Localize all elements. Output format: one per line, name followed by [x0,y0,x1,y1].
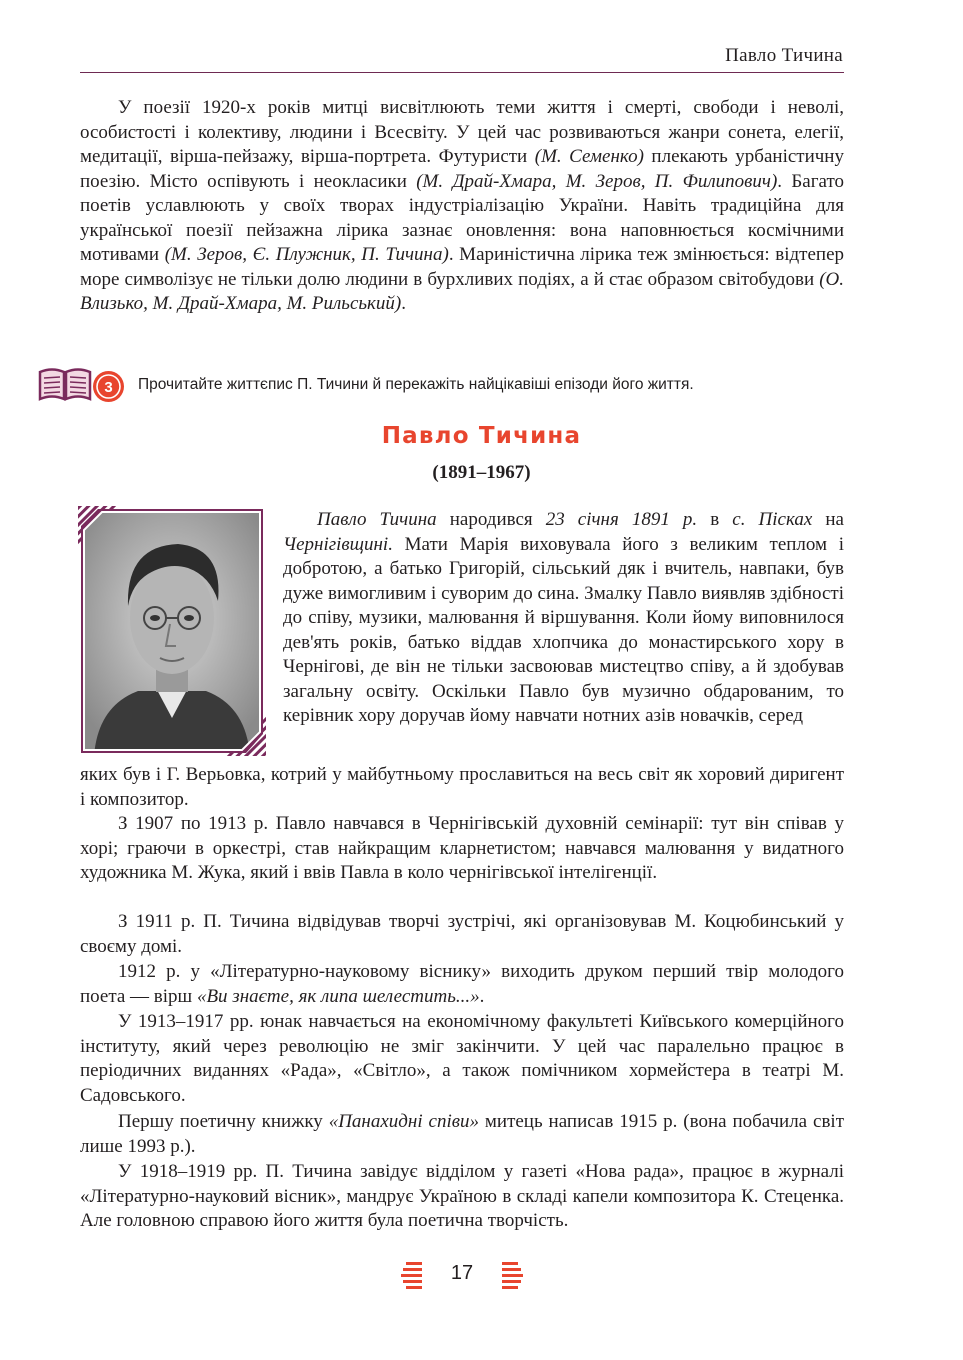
bio-paragraph-6 [80,1110,844,1159]
task-block [38,366,838,406]
intro-paragraph [80,96,844,317]
intro-text-1: У поезії 1920-х років митці висвітлюють теми життя і смерті, свободи і неволі, особистості і колективу, людини і Всесвіту. У цей час розвиваються жанри сонета, елегії, медитації, вірша-пейзажу, вірша-портрета. Футуристи [80,97,844,167]
intro-ref-4: (О. Влизько, М. Драй-Хмара, М. Рильський) [80,268,844,314]
intro-ref-2: (М. Драй-Хмара, М. Зеров, П. Филипович) [416,170,778,192]
intro-text-3: . Багато поетів уславлюють у своїх творах індустріалізацію України. Навіть традиційна для української поезії пейзажна лірика зазнає оновлення: вона наповнюється космічними мотивами [80,170,844,265]
bio-text: на [812,509,844,530]
task-instruction: Прочитайте життєпис П. Тичини й перекажіть найцікавіші епізоди його життя. [138,376,694,393]
bio-paragraph-1 [283,508,844,729]
task-number-badge [92,370,125,403]
bio-title: Павло Тичина [381,423,582,449]
bio-text: в [697,509,733,530]
bio-paragraph-2: З 1907 по 1913 р. Павло навчався в Чернігівській духовній семінарії: тут він співав у хорі; граючи в оркестрі, став найкращим кларнетистом; навчався малювання у видатного художника М. Жука, який і ввів Павла в коло чернігівської інтелігенції. [80,813,844,883]
bio-years: (1891–1967) [432,462,531,483]
bio-name: Павло Тичина [317,509,437,530]
bio-paragraph-5: У 1913–1917 рр. юнак навчається на економічному факультеті Київського комерційного інституту, який через революцію не зміг закінчити. У цей час паралельно працює в періодичних виданнях «Рада», «Світло», а також помічником хормейстера в театрі М. Садовського. [80,1011,844,1106]
bio-text: 1912 р. у «Літературно-науковому віснику» виходить друком перший твір молодого поета — вірш [80,961,844,1007]
header-divider [80,72,844,73]
bio-text: народився [436,509,546,530]
bio-text: . [479,985,485,1007]
portrait-photo [78,506,266,756]
task-number: 3 [104,379,113,396]
intro-text-5: . [401,293,406,314]
poem-title: «Ви знаєте, як липа шелестить...» [196,985,480,1007]
bio-text: Мати Марія виховувала його з великим теплом і добротою, а батько Григорій, сільський дяк і вчитель, навпаки, був дуже вимогливим і суворим до сина. Змалку Павло виявляв здібності до співу, музики, малювання й віршування. Коли йому виповнилося дев'ять років, батько віддав хлопчика до монастирського хору в Чернігові, де він не тільки засвоював мистецтво співу, а й здобував загальну освіту. Оскільки Павло був музично обдарованим, то керівник хору доручав йому навчати нотних азів новачків, серед [283,533,844,726]
intro-text-2: плекають урбаністичну поезію. Місто оспівують і неокласики [80,146,844,192]
bio-paragraph-4 [80,960,844,1009]
header-title: Павло Тичина [725,45,843,66]
bio-birth-date: 23 січня 1891 р. [545,509,698,530]
bio-paragraph-1-continued: яких був і Г. Верьовка, котрий у майбутньому прославиться на весь світ як хоровий диригент і композитор. [80,764,844,810]
page-footer [400,1256,524,1296]
bio-text: митець написав 1915 р. (вона побачила світ лише 1993 р.). [80,1111,845,1157]
page-number: 17 [450,1262,474,1284]
bio-birth-village: с. Пісках [732,509,813,530]
intro-ref-1: (М. Семенко) [534,146,644,167]
bio-text: Першу поетичну книжку [118,1111,329,1132]
bio-birth-region: Чернігівщині. [283,533,393,555]
intro-text-4: . Мариністична лірика теж змінюється: відтепер море символізує не тільки долю людини в бурхливих подіях, а й стає образом світобудови [80,244,845,290]
bio-paragraph-7: У 1918–1919 рр. П. Тичина завідує відділом у газеті «Нова рада», працює в журналі «Літературно-науковий вісник», мандрує Україною в складі капели композитора К. Стеценка. Але головною справою його життя була поетична творчість. [80,1161,844,1231]
open-book-icon [38,366,92,402]
intro-ref-3: (М. Зеров, Є. Плужник, П. Тичина) [164,244,449,265]
book-title: «Панахидні співи» [328,1111,479,1132]
portrait-frame [78,506,266,756]
bio-paragraph-3: З 1911 р. П. Тичина відвідував творчі зустрічі, які організовував М. Коцюбинський у своєму домі. [80,911,844,957]
